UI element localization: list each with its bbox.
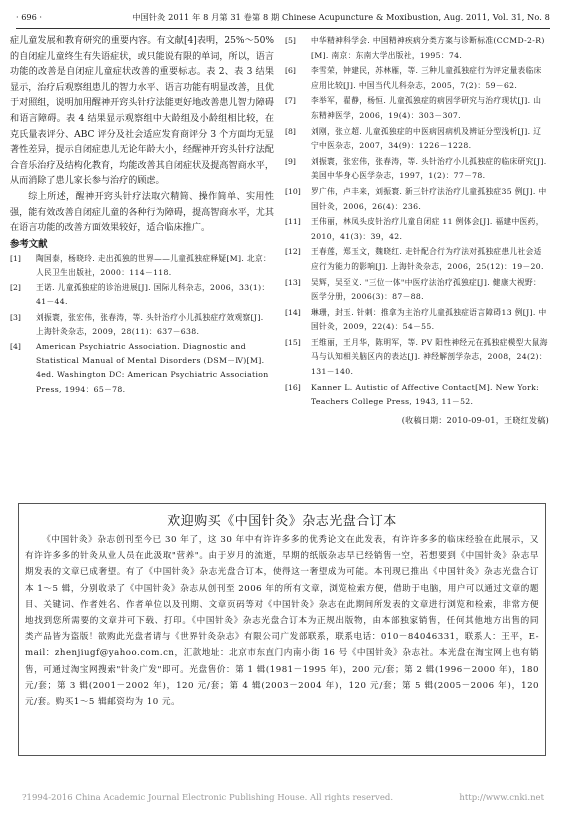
reference-text: 王春莲，郑玉文，魏晓红. 走针配合行为疗法对孤独症患儿社会适应行为能力的影响[J]. 上海针灸杂志，2006，25(12)：19－20. (311, 247, 544, 271)
reference-item (285, 306, 549, 335)
reference-number: [12] (285, 247, 301, 257)
reference-text: 李举军，翟静，杨恒. 儿童孤独症的病因学研究与治疗现状[J]. 山东精神医学，2006，19(4)：303－307. (311, 96, 542, 120)
reference-item (285, 34, 549, 63)
journal-citation-line: 中国针灸 2011 年 8 月第 31 卷第 8 期 Chinese Acupuncture & Moxibustion, Aug. 2011, Vol. 31, No. 8 (132, 11, 550, 22)
advertisement-title: 欢迎购买《中国针灸》杂志光盘合订本 (167, 514, 397, 529)
running-header (16, 10, 550, 24)
reference-number: [10] (285, 186, 301, 196)
reference-item (10, 311, 274, 339)
reference-text: 吴辉，吴至义. "三位一体"中医疗法治疗孤独症[J]. 健康大视野：医学分册，2006(3)：87－88. (311, 277, 542, 302)
reference-text: 李雪荣，钟建民，苏林雁，等. 三种儿童孤独症行为评定量表临床应用比较[J]. 中国当代儿科杂志，2005，7(2)：59－62. (311, 66, 542, 90)
reference-number: [4] (10, 341, 21, 351)
cd-advertisement-box (18, 503, 546, 756)
reference-text: 王伟丽，林凤头皮针治疗儿童自闭症 11 例体会[J]. 福建中医药，2010，41(3)：39，42. (311, 217, 544, 241)
reference-text: 王诺. 儿童孤独症的诊治进展[J]. 国际儿科杂志，2006，33(1)：41－44. (36, 283, 270, 307)
left-column (10, 34, 274, 398)
reference-item (285, 185, 549, 214)
reference-item (285, 276, 549, 305)
reference-text: 王维丽，王月华，陈明军，等. PV 阳性神经元在孤独症模型大鼠海马与认知相关脑区内的表达[J]. 神经解剖学杂志，2008，24(2)：131－140. (311, 337, 548, 377)
reference-text: 中华精神科学会. 中国精神疾病分类方案与诊断标准(CCMD-2-R)[M]. 南京：东南大学出版社，1995：74. (311, 36, 545, 60)
body-paragraph-2: 综上所述，醒神开窍头针疗法取穴精简、操作简单、实用性强，能有效改善自闭症儿童的各种行为障碍，提高智商水平，尤其在语言功能的改善方面效果较好，适合临床推广。 (10, 191, 274, 234)
reference-number: [16] (285, 382, 301, 392)
reference-text: 罗广伟，卢丰来，刘振寰. 新三针疗法治疗儿童孤独症35 例[J]. 中国针灸，2006，26(4)：236. (311, 186, 547, 211)
reference-text: American Psychiatric Association. Diagnostic and Statistical Manual of Mental Disorders (DSM－Ⅳ)[M]. 4ed. Washington DC: American Psychiatric Association Press, 1994：65－78. (36, 341, 269, 394)
reference-text: 刘振寰，张宏伟，张春涛，等. 头针治疗小儿孤独症疗效观察[J]. 上海针灸杂志，2009，28(11)：637－638. (36, 312, 264, 336)
reference-number: [5] (285, 36, 296, 45)
copyright-notice: ?1994-2016 China Academic Journal Electronic Publishing House. All rights reserved. (22, 793, 394, 803)
reference-item (285, 64, 549, 93)
reference-number: [11] (285, 217, 301, 227)
reference-number: [14] (285, 307, 301, 317)
reference-item (285, 155, 549, 184)
right-column (285, 34, 549, 428)
reference-number: [3] (10, 312, 21, 322)
page-footer (22, 793, 544, 807)
received-date: (收稿日期：2010-09-01，王晓红发稿) (401, 415, 549, 425)
reference-number: [8] (285, 126, 296, 136)
reference-item (285, 94, 549, 123)
reference-text: 刘振寰，张宏伟，张春涛，等. 头针治疗小儿孤独症的临床研究[J]. 美国中华身心医学杂志，1997，1(2)：77－78. (311, 156, 547, 181)
reference-number: [6] (285, 66, 296, 76)
reference-text: 陶国泰，杨晓玲. 走出孤独的世界——儿童孤独症释疑[M]. 北京：人民卫生出版社，2000：114－118. (36, 253, 272, 277)
reference-number: [15] (285, 337, 301, 347)
reference-text: 刘刚，张立超. 儿童孤独症的中医病因病机及辨证分型浅析[J]. 辽宁中医杂志，2007，34(9)：1226－1228. (311, 126, 542, 151)
reference-item (10, 252, 274, 280)
header-rule (16, 28, 550, 29)
reference-number: [9] (285, 156, 296, 166)
reference-item (285, 125, 549, 154)
reference-item (10, 340, 274, 397)
reference-text: 琳珊，封玉. 针刺：推拿为主治疗儿童孤独症语言障碍13 例[J]. 中国针灸，2009，22(4)：54－55. (311, 307, 547, 332)
reference-number: [2] (10, 283, 21, 293)
reference-text: Kanner L. Autistic of Affective Contact[M]. New York: Teachers College Press, 1943, 11－52. (311, 382, 540, 407)
references-heading: 参考文献 (10, 238, 48, 250)
reference-item (285, 215, 549, 244)
reference-item (285, 336, 549, 380)
reference-number: [7] (285, 96, 296, 106)
reference-number: [13] (285, 277, 301, 287)
source-url: http://www.cnki.net (459, 793, 544, 803)
reference-item (285, 245, 549, 274)
reference-item (285, 381, 549, 410)
advertisement-body: 《中国针灸》杂志创刊至今已 30 年了，这 30 年中有许许多多的优秀论文在此发表，有许许多多的临床经验在此展示，又有许许多多的针灸从业人员在此汲取"营养"。由于岁月的流逝，早期的纸版杂志早已经销售一空，若想要到《中国针灸》杂志早期发表的文章已成奢望。有了《中国针灸》杂志光盘合订本，使得这一奢望成为可能。本刊现已推出《中国针灸》杂志光盘合订本 1～5 辑，分别收录了《中国针灸》杂志从创刊至 2006 年的所有文章，浏览检索方便，借助于电脑，用户可以通过文章的题目、关键词、作者姓名、作者单位以及刊期、文章页码等对《中国针灸》杂志在此期间所发表的文章进行浏览和检索，非常方便地找到您所需要的文章并可下载、打印。《中国针灸》杂志光盘合订本为正规出版物，由本部独家销售，任何其他地方出售的同类产品皆为盗版！欲购此光盘者请与《世界针灸杂志》有限公司广发部联系，联系电话：010－84046331，联系人：王平，E-mail：zhenjiugf@yahoo.com.cn，汇款地址：北京市东直门内南小街 16 号《中国针灸》杂志社。本光盘在淘宝网上也有销售，可通过淘宝网搜索"针灸广发"即可。光盘售价：第 1 辑(1981－1995 年)，200 元/套；第 2 辑(1996－2000 年)，180 元/套；第 3 辑(2001－2002 年)，120 元/套；第 4 辑(2003－2004 年)，120 元/套；第 5 辑(2005－2006 年)，120 元/套。购买1～5 辑邮资均为 10 元。 (25, 535, 539, 708)
page-number: · 696 · (16, 12, 43, 22)
reference-item (10, 281, 274, 309)
reference-number: [1] (10, 253, 21, 263)
body-paragraph-1: 症儿童发展和教育研究的重要内容。有文献[4]表明，25%～50%的自闭症儿童终生有失语症状，或只能说有限的单词，所以，语言功能的改善是自闭症儿童症状改善的重要标志。表 2、表 3 结果显示，治疗后观察组患儿的智力水平、语言功能有明显改善，且优于对照组，说明加用醒神开窍头针疗法能更好地改善患儿智力障碍和语言障碍。表 4 结果显示观察组中大龄组及小龄组相比较，在克氏量表评分、ABC 评分及社会适应发育商评分 3 个方面均无显著性差异，提示自闭症患儿无论年龄大小，经醒神开窍头针疗法配合音乐治疗及结构化教育，均能改善其自闭症状及提高智商水平，从而消除了患儿家长参与治疗的顾虑。 (10, 36, 274, 187)
